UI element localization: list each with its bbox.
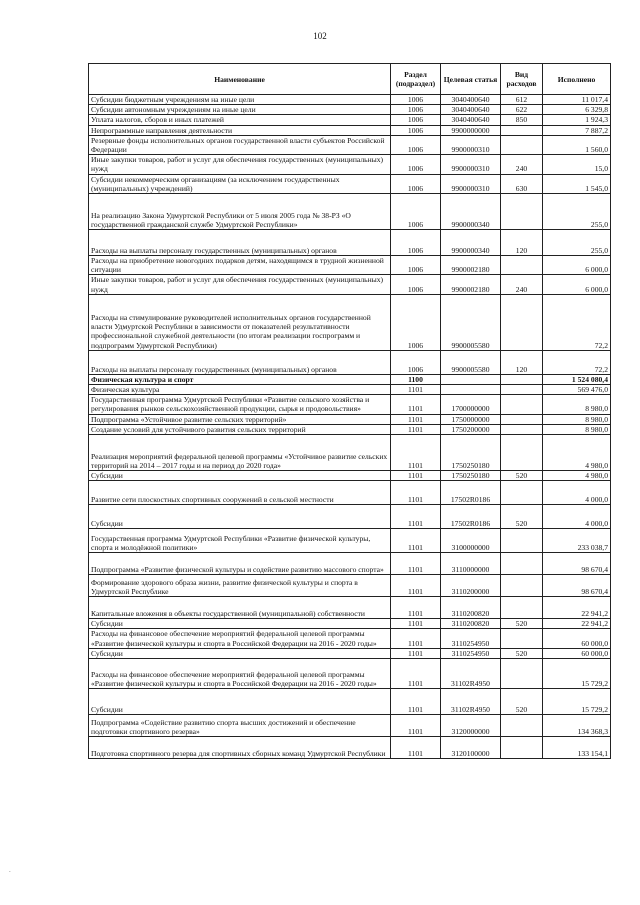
header-section: Раздел (подраздел): [391, 64, 441, 95]
table-header-row: [89, 64, 611, 95]
cell-name: Расходы на финансовое обеспечение мероприятий федеральной целевой программы «Развитие физической культуры и спорта в Российской Федерации на 2016 - 2020 годы»: [89, 659, 391, 689]
cell-name: Иные закупки товаров, работ и услуг для обеспечения государственных (муниципальных) нужд: [89, 155, 391, 174]
cell-target: 1750000000: [441, 414, 501, 424]
table-row: [89, 553, 611, 575]
cell-kind: [501, 553, 543, 575]
cell-kind: [501, 529, 543, 553]
cell-kind: [501, 435, 543, 471]
cell-kind: 240: [501, 275, 543, 294]
cell-executed: 8 980,0: [543, 414, 611, 424]
cell-target: 3120100000: [441, 737, 501, 759]
cell-kind: [501, 629, 543, 648]
table-row: [89, 505, 611, 529]
cell-executed: 72,2: [543, 294, 611, 350]
table-row: [89, 597, 611, 619]
cell-target: 9900002180: [441, 256, 501, 275]
cell-target: 17502R0186: [441, 505, 501, 529]
cell-name: Подпрограмма «Содействие развитию спорта высших достижений и обеспечение подготовки спортивного резерва»: [89, 715, 391, 737]
cell-name: Подпрограмма «Развитие физической культуры и содействие развитию массового спорта»: [89, 553, 391, 575]
cell-section: 1101: [391, 435, 441, 471]
cell-section: 1101: [391, 424, 441, 434]
cell-executed: 7 887,2: [543, 125, 611, 135]
cell-kind: 240: [501, 155, 543, 174]
header-kind: Вид расходов: [501, 64, 543, 95]
cell-target: 3100000000: [441, 529, 501, 553]
cell-target: [441, 385, 501, 395]
cell-kind: 612: [501, 95, 543, 105]
cell-target: 3040400640: [441, 95, 501, 105]
cell-section: 1006: [391, 256, 441, 275]
cell-section: 1101: [391, 481, 441, 505]
cell-section: 1006: [391, 194, 441, 230]
cell-executed: 72,2: [543, 350, 611, 374]
cell-section: 1101: [391, 737, 441, 759]
table-row: [89, 194, 611, 230]
cell-target: 3110254950: [441, 648, 501, 658]
table-row: [89, 115, 611, 125]
table-row: [89, 275, 611, 294]
cell-name: Реализация мероприятий федеральной целевой программы «Устойчивое развитие сельских территорий на 2014 – 2017 годы и на период до 2020 года»: [89, 435, 391, 471]
cell-section: 1101: [391, 659, 441, 689]
cell-kind: [501, 481, 543, 505]
cell-kind: 520: [501, 471, 543, 481]
cell-section: 1101: [391, 619, 441, 629]
cell-kind: 120: [501, 230, 543, 256]
cell-executed: 4 000,0: [543, 481, 611, 505]
table-row: [89, 230, 611, 256]
cell-kind: [501, 597, 543, 619]
cell-executed: 134 368,3: [543, 715, 611, 737]
cell-section: 1006: [391, 294, 441, 350]
cell-executed: 6 329,8: [543, 105, 611, 115]
cell-executed: 22 941,2: [543, 597, 611, 619]
cell-executed: 569 476,0: [543, 385, 611, 395]
cell-kind: [501, 395, 543, 414]
cell-name: Резервные фонды исполнительных органов государственной власти субъектов Российской Федерации: [89, 135, 391, 154]
cell-section: 1101: [391, 575, 441, 597]
cell-section: 1006: [391, 125, 441, 135]
cell-name: Субсидии: [89, 505, 391, 529]
cell-name: Непрограммные направления деятельности: [89, 125, 391, 135]
cell-kind: 120: [501, 350, 543, 374]
table-row: [89, 256, 611, 275]
page-number: 102: [313, 31, 327, 41]
cell-name: Формирование здорового образа жизни, развитие физической культуры и спорта в Удмуртской Республике: [89, 575, 391, 597]
cell-name: Расходы на выплаты персоналу государственных (муниципальных) органов: [89, 230, 391, 256]
cell-target: 3110200820: [441, 597, 501, 619]
cell-kind: [501, 659, 543, 689]
margin-mark: .: [9, 866, 11, 874]
cell-section: 1101: [391, 715, 441, 737]
cell-executed: 22 941,2: [543, 619, 611, 629]
cell-target: 3110254950: [441, 629, 501, 648]
cell-section: 1006: [391, 230, 441, 256]
cell-executed: 1 545,0: [543, 174, 611, 193]
cell-kind: 520: [501, 619, 543, 629]
cell-section: 1006: [391, 275, 441, 294]
cell-name: Подготовка спортивного резерва для спортивных сборных команд Удмуртской Республики: [89, 737, 391, 759]
cell-kind: 520: [501, 689, 543, 715]
cell-name: Субсидии: [89, 619, 391, 629]
cell-section: 1101: [391, 648, 441, 658]
cell-section: 1101: [391, 629, 441, 648]
table-row: [89, 174, 611, 193]
cell-section: 1006: [391, 155, 441, 174]
cell-target: 9900000310: [441, 155, 501, 174]
cell-kind: 520: [501, 648, 543, 658]
cell-executed: 255,0: [543, 194, 611, 230]
cell-executed: 1 924,3: [543, 115, 611, 125]
cell-name: Физическая культура: [89, 385, 391, 395]
cell-name: Иные закупки товаров, работ и услуг для обеспечения государственных (муниципальных) нужд: [89, 275, 391, 294]
cell-kind: [501, 737, 543, 759]
cell-executed: 15 729,2: [543, 689, 611, 715]
cell-name: Субсидии автономным учреждениям на иные цели: [89, 105, 391, 115]
cell-executed: 60 000,0: [543, 629, 611, 648]
table-row: [89, 629, 611, 648]
cell-kind: [501, 194, 543, 230]
cell-target: 31102R4950: [441, 659, 501, 689]
table-row: [89, 95, 611, 105]
cell-section: 1006: [391, 174, 441, 193]
table-row: [89, 155, 611, 174]
table-row: [89, 471, 611, 481]
table-row: [89, 105, 611, 115]
cell-target: 9900005580: [441, 350, 501, 374]
table-row: [89, 737, 611, 759]
cell-section: 1101: [391, 395, 441, 414]
cell-kind: [501, 135, 543, 154]
cell-name: Расходы на стимулирование руководителей исполнительных органов государственной власти Удмуртской Республики в зависимости от показателей результативности профессиональной служебной деятельности (по итогам реализации госпрограмм и подпрограмм Удмуртской Республики): [89, 294, 391, 350]
header-name: Наименование: [89, 64, 391, 95]
cell-section: 1101: [391, 597, 441, 619]
cell-kind: [501, 414, 543, 424]
cell-section: 1100: [391, 374, 441, 384]
cell-section: 1101: [391, 385, 441, 395]
cell-name: Субсидии некоммерческим организациям (за исключением государственных (муниципальных) учреждений): [89, 174, 391, 193]
cell-target: [441, 374, 501, 384]
table-row: [89, 350, 611, 374]
cell-target: 1750250180: [441, 435, 501, 471]
cell-target: 1700000000: [441, 395, 501, 414]
cell-executed: 15,0: [543, 155, 611, 174]
cell-target: 31102R4950: [441, 689, 501, 715]
cell-executed: 6 000,0: [543, 256, 611, 275]
cell-executed: 98 670,4: [543, 553, 611, 575]
cell-section: 1101: [391, 529, 441, 553]
cell-target: 9900000340: [441, 194, 501, 230]
table-row: [89, 395, 611, 414]
cell-target: 1750250180: [441, 471, 501, 481]
table-row: [89, 294, 611, 350]
cell-executed: 233 038,7: [543, 529, 611, 553]
table-row: [89, 435, 611, 471]
cell-name: Субсидии: [89, 689, 391, 715]
cell-target: 3120000000: [441, 715, 501, 737]
cell-target: 3040400640: [441, 115, 501, 125]
cell-target: 1750200000: [441, 424, 501, 434]
table-row: [89, 529, 611, 553]
cell-section: 1101: [391, 553, 441, 575]
cell-section: 1101: [391, 689, 441, 715]
cell-name: Субсидии бюджетным учреждениям на иные цели: [89, 95, 391, 105]
cell-target: 9900000310: [441, 174, 501, 193]
table-row: [89, 125, 611, 135]
cell-kind: [501, 715, 543, 737]
cell-executed: 1 524 080,4: [543, 374, 611, 384]
cell-executed: 4 980,0: [543, 471, 611, 481]
header-executed: Исполнено: [543, 64, 611, 95]
cell-target: 3110200000: [441, 575, 501, 597]
cell-target: 3110000000: [441, 553, 501, 575]
cell-executed: 4 980,0: [543, 435, 611, 471]
budget-table: [88, 63, 611, 759]
cell-section: 1006: [391, 105, 441, 115]
table-row: [89, 424, 611, 434]
table-row: [89, 385, 611, 395]
cell-target: 9900000000: [441, 125, 501, 135]
cell-kind: 520: [501, 505, 543, 529]
cell-target: 9900000340: [441, 230, 501, 256]
cell-kind: 850: [501, 115, 543, 125]
cell-name: Создание условий для устойчивого развития сельских территорий: [89, 424, 391, 434]
cell-name: Физическая культура и спорт: [89, 374, 391, 384]
cell-target: 3040400640: [441, 105, 501, 115]
cell-name: Развитие сети плоскостных спортивных сооружений в сельской местности: [89, 481, 391, 505]
cell-name: Государственная программа Удмуртской Республики «Развитие сельского хозяйства и регулирования рынков сельскохозяйственной продукции, сырья и продовольствия»: [89, 395, 391, 414]
cell-executed: 8 980,0: [543, 395, 611, 414]
cell-name: Подпрограмма «Устойчивое развитие сельских территорий»: [89, 414, 391, 424]
cell-name: Субсидии: [89, 471, 391, 481]
cell-section: 1006: [391, 95, 441, 105]
cell-name: Расходы на приобретение новогодних подарков детям, находящимся в трудной жизненной ситуации: [89, 256, 391, 275]
cell-section: 1101: [391, 414, 441, 424]
cell-target: 9900000310: [441, 135, 501, 154]
cell-section: 1006: [391, 135, 441, 154]
cell-kind: [501, 256, 543, 275]
table-row: [89, 414, 611, 424]
cell-target: 9900005580: [441, 294, 501, 350]
cell-executed: 255,0: [543, 230, 611, 256]
header-target: Целевая статья: [441, 64, 501, 95]
table-row: [89, 374, 611, 384]
cell-executed: 4 000,0: [543, 505, 611, 529]
table-row: [89, 648, 611, 658]
cell-executed: 133 154,1: [543, 737, 611, 759]
cell-kind: 622: [501, 105, 543, 115]
cell-name: На реализацию Закона Удмуртской Республики от 5 июля 2005 года № 38-РЗ «О государственной гражданской службе Удмуртской Республики»: [89, 194, 391, 230]
cell-name: Субсидии: [89, 648, 391, 658]
cell-kind: [501, 575, 543, 597]
table-row: [89, 689, 611, 715]
table-row: [89, 481, 611, 505]
cell-executed: 98 670,4: [543, 575, 611, 597]
cell-section: 1101: [391, 471, 441, 481]
table-body: [89, 95, 611, 759]
cell-kind: [501, 294, 543, 350]
cell-kind: [501, 374, 543, 384]
cell-executed: 6 000,0: [543, 275, 611, 294]
cell-executed: 11 017,4: [543, 95, 611, 105]
cell-target: 9900002180: [441, 275, 501, 294]
table-row: [89, 135, 611, 154]
table-row: [89, 575, 611, 597]
cell-name: Расходы на финансовое обеспечение мероприятий федеральной целевой программы «Развитие физической культуры и спорта в Российской Федерации на 2016 - 2020 годы»: [89, 629, 391, 648]
cell-section: 1006: [391, 350, 441, 374]
cell-name: Уплата налогов, сборов и иных платежей: [89, 115, 391, 125]
cell-section: 1101: [391, 505, 441, 529]
cell-executed: 15 729,2: [543, 659, 611, 689]
cell-kind: [501, 424, 543, 434]
cell-section: 1006: [391, 115, 441, 125]
table-row: [89, 619, 611, 629]
cell-kind: [501, 125, 543, 135]
cell-executed: 8 980,0: [543, 424, 611, 434]
table-row: [89, 715, 611, 737]
cell-target: 3110200820: [441, 619, 501, 629]
cell-kind: 630: [501, 174, 543, 193]
cell-executed: 1 560,0: [543, 135, 611, 154]
cell-target: 17502R0186: [441, 481, 501, 505]
cell-name: Государственная программа Удмуртской Республики «Развитие физической культуры, спорта и молодёжной политики»: [89, 529, 391, 553]
cell-kind: [501, 385, 543, 395]
cell-name: Расходы на выплаты персоналу государственных (муниципальных) органов: [89, 350, 391, 374]
cell-executed: 60 000,0: [543, 648, 611, 658]
table-row: [89, 659, 611, 689]
cell-name: Капитальные вложения в объекты государственной (муниципальной) собственности: [89, 597, 391, 619]
